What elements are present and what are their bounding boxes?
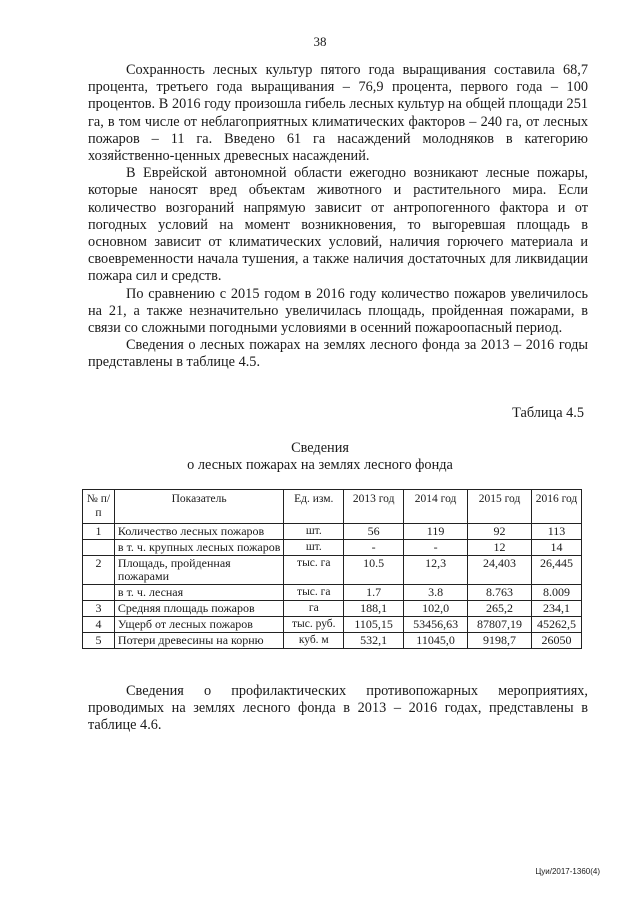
cell-2014: 53456,63	[404, 617, 468, 633]
cell-unit: шт.	[284, 540, 344, 556]
paragraph: В Еврейской автономной области ежегодно возникают лесные пожары, которые наносят вред объектам животного и растительного мира. Если количество возгораний напрямую зависит от антропогенного фактора и от погодных условий на момент возникновения, то выгоревшая площадь в основном зависит от климатических условий, наличия горючего материала и своевременности начала тушения, а также наличия достаточных для ликвидации пожара сил и средств.	[88, 165, 588, 285]
cell-num	[83, 540, 115, 556]
cell-2013: 1105,15	[344, 617, 404, 633]
table-row	[83, 556, 582, 585]
table-row	[83, 601, 582, 617]
table-title	[0, 440, 640, 474]
cell-unit: тыс. га	[284, 585, 344, 601]
footer-document-code: Цуи/2017-1360(4)	[535, 867, 600, 876]
cell-indicator: в т. ч. лесная	[114, 585, 283, 601]
table-row	[83, 524, 582, 540]
body-text-top	[88, 62, 588, 372]
table-row	[83, 617, 582, 633]
cell-unit: тыс. руб.	[284, 617, 344, 633]
cell-2014: 3.8	[404, 585, 468, 601]
header-2014: 2014 год	[404, 490, 468, 524]
cell-indicator: Площадь, пройденная пожарами	[114, 556, 283, 585]
cell-2016: 8.009	[531, 585, 581, 601]
cell-2013: 188,1	[344, 601, 404, 617]
paragraph: Сведения о лесных пожарах на землях лесного фонда за 2013 – 2016 годы представлены в таблице 4.5.	[88, 337, 588, 371]
cell-2016: 26,445	[531, 556, 581, 585]
cell-2013: 532,1	[344, 633, 404, 649]
cell-2014: 12,3	[404, 556, 468, 585]
cell-2015: 9198,7	[468, 633, 532, 649]
cell-indicator: Ущерб от лесных пожаров	[114, 617, 283, 633]
cell-indicator: Потери древесины на корню	[114, 633, 283, 649]
cell-indicator: в т. ч. крупных лесных пожаров	[114, 540, 283, 556]
table-title-line2: о лесных пожарах на землях лесного фонда	[187, 457, 453, 473]
header-num: № п/п	[83, 490, 115, 524]
body-text-bottom	[88, 683, 588, 735]
cell-2016: 113	[531, 524, 581, 540]
cell-num	[83, 585, 115, 601]
table-header-row	[83, 490, 582, 524]
cell-num: 1	[83, 524, 115, 540]
cell-num: 4	[83, 617, 115, 633]
header-2013: 2013 год	[344, 490, 404, 524]
cell-num: 2	[83, 556, 115, 585]
paragraph: Сведения о профилактических противопожарных мероприятиях, проводимых на землях лесного фонда в 2013 – 2016 годах, представлены в таблице 4.6.	[88, 683, 588, 734]
cell-num: 3	[83, 601, 115, 617]
cell-2014: 11045,0	[404, 633, 468, 649]
forest-fires-table	[82, 489, 582, 649]
cell-unit: тыс. га	[284, 556, 344, 585]
cell-2015: 24,403	[468, 556, 532, 585]
cell-indicator: Количество лесных пожаров	[114, 524, 283, 540]
cell-2015: 8.763	[468, 585, 532, 601]
table-label: Таблица 4.5	[512, 405, 584, 421]
header-unit: Ед. изм.	[284, 490, 344, 524]
cell-2016: 234,1	[531, 601, 581, 617]
paragraph: Сохранность лесных культур пятого года выращивания составила 68,7 процента, третьего года выращивания – 76,9 процента, первого года – 100 процентов. В 2016 году произошла гибель лесных культур на общей площади 251 га, в том числе от неблагоприятных климатических факторов – 240 га, от лесных пожаров – 11 га. Введено 61 га насаждений молодняков в категорию хозяйственно-ценных древесных насаждений.	[88, 62, 588, 165]
cell-num: 5	[83, 633, 115, 649]
page-number: 38	[313, 34, 327, 49]
cell-2014: 102,0	[404, 601, 468, 617]
cell-2015: 265,2	[468, 601, 532, 617]
cell-2015: 92	[468, 524, 532, 540]
table-row	[83, 585, 582, 601]
table-row	[83, 540, 582, 556]
header-2016: 2016 год	[531, 490, 581, 524]
cell-2013: 10.5	[344, 556, 404, 585]
cell-2015: 12	[468, 540, 532, 556]
cell-2016: 14	[531, 540, 581, 556]
cell-2013: 1.7	[344, 585, 404, 601]
cell-unit: шт.	[284, 524, 344, 540]
cell-2015: 87807,19	[468, 617, 532, 633]
header-indicator: Показатель	[114, 490, 283, 524]
cell-2016: 26050	[531, 633, 581, 649]
cell-2013: -	[344, 540, 404, 556]
cell-2014: 119	[404, 524, 468, 540]
table-row	[83, 633, 582, 649]
table-title-line1: Сведения	[291, 440, 349, 456]
cell-2013: 56	[344, 524, 404, 540]
paragraph: По сравнению с 2015 годом в 2016 году количество пожаров увеличилось на 21, а также незначительно увеличилась площадь, пройденная пожарами, в связи со сложными погодными условиями в осенний пожароопасный период.	[88, 285, 588, 337]
cell-2014: -	[404, 540, 468, 556]
cell-indicator: Средняя площадь пожаров	[114, 601, 283, 617]
cell-unit: га	[284, 601, 344, 617]
cell-2016: 45262,5	[531, 617, 581, 633]
cell-unit: куб. м	[284, 633, 344, 649]
header-2015: 2015 год	[468, 490, 532, 524]
